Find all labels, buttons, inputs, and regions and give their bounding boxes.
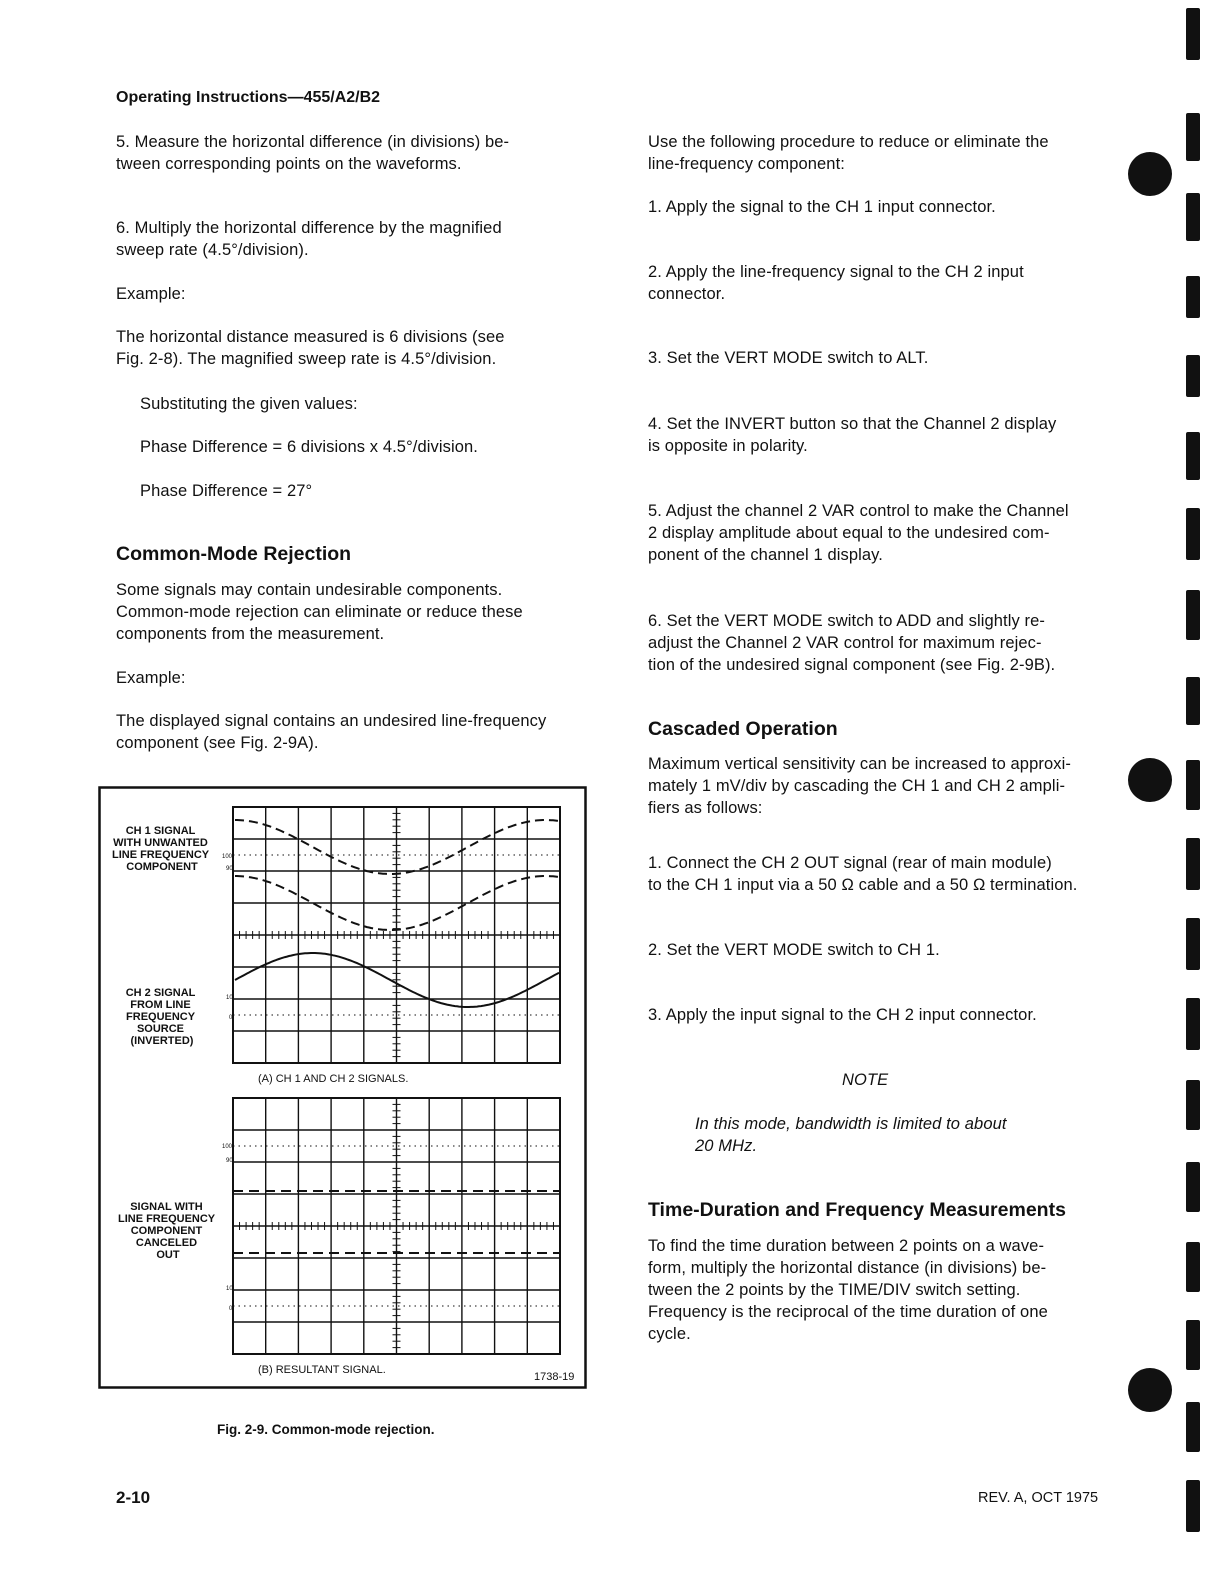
label-result-signal [118, 1201, 218, 1261]
tick-90-a: 90 [226, 866, 233, 872]
procedure-step-3: 3. Set the VERT MODE switch to ALT. [648, 349, 929, 367]
margin-bar [1186, 918, 1200, 970]
label-ch2-line5: (INVERTED) [130, 1035, 194, 1047]
procedure-step-4: 4. Set the INVERT button so that the Channel 2 display is opposite in polarity. [648, 415, 1057, 455]
cmr-heading: Common-Mode Rejection [116, 543, 352, 565]
label-result-line1: SIGNAL WITH [130, 1201, 203, 1213]
margin-bar [1186, 113, 1200, 161]
example-label-1: Example: [116, 285, 186, 303]
procedure-intro: Use the following procedure to reduce or eliminate the line-frequency component: [648, 133, 1049, 173]
procedure-step-2: 2. Apply the line-frequency signal to the CH 2 input connector. [648, 263, 1024, 303]
graticule-a [233, 807, 560, 1063]
label-result-line2: LINE FREQUENCY [117, 1213, 215, 1225]
label-result-line4: CANCELED [135, 1237, 198, 1249]
label-result-line5: OUT [156, 1249, 180, 1261]
label-result-line3: COMPONENT [130, 1225, 203, 1237]
substituting-text: Substituting the given values: [140, 395, 358, 413]
label-ch1-line4: COMPONENT [126, 861, 198, 873]
margin-bar [1186, 1162, 1200, 1212]
figure-number: 1738-19 [534, 1371, 575, 1383]
tick-0-a: 0 [229, 1015, 233, 1021]
left-step-6: 6. Multiply the horizontal difference by the magnified sweep rate (4.5°/division). [116, 219, 502, 259]
phase-equation: Phase Difference = 6 divisions x 4.5°/division. [140, 438, 478, 456]
margin-bar [1186, 193, 1200, 241]
tick-100-a: 100 [222, 854, 233, 860]
margin-bar [1186, 8, 1200, 60]
margin-bar [1186, 1242, 1200, 1292]
tick-0-b: 0 [229, 1306, 233, 1312]
cascade-step-1: 1. Connect the CH 2 OUT signal (rear of main module) to the CH 1 input via a 50 Ω cable and a 50 Ω termination. [648, 854, 1078, 894]
cmr-paragraph: Some signals may contain undesirable components. Common-mode rejection can eliminate or reduce these components from the measurement. [116, 581, 523, 643]
margin-bar [1186, 1080, 1200, 1130]
procedure-step-6: 6. Set the VERT MODE switch to ADD and slightly re- adjust the Channel 2 VAR control for maximum rejec- tion of the undesired signal component (see Fig. 2-9B). [648, 612, 1056, 674]
caption-b: (B) RESULTANT SIGNAL. [258, 1364, 386, 1376]
margin-bar [1186, 838, 1200, 890]
margin-bar [1186, 760, 1200, 810]
margin-bar [1186, 998, 1200, 1050]
binding-hole [1128, 758, 1172, 802]
margin-bar [1186, 1480, 1200, 1532]
note-title: NOTE [842, 1071, 889, 1089]
cascaded-heading: Cascaded Operation [648, 718, 838, 740]
tick-10-b: 10 [226, 1286, 233, 1292]
margin-bar [1186, 1320, 1200, 1370]
tick-10-a: 10 [226, 995, 233, 1001]
graticule-b [233, 1098, 560, 1354]
page-header: Operating Instructions—455/A2/B2 [116, 89, 381, 106]
figure-frame [100, 788, 586, 1388]
label-ch1-line2: WITH UNWANTED [113, 837, 208, 849]
label-ch2-line1: CH 2 SIGNAL [125, 987, 196, 999]
revision-label: REV. A, OCT 1975 [978, 1490, 1099, 1506]
label-ch2-line2: FROM LINE [130, 999, 191, 1011]
cascade-step-2: 2. Set the VERT MODE switch to CH 1. [648, 941, 940, 959]
binding-hole [1128, 1368, 1172, 1412]
left-step-5: 5. Measure the horizontal difference (in divisions) be- tween corresponding points on the waveforms. [116, 133, 510, 173]
margin-bar [1186, 276, 1200, 318]
time-heading: Time-Duration and Frequency Measurements [648, 1199, 1066, 1221]
displayed-signal-paragraph: The displayed signal contains an undesired line-frequency component (see Fig. 2-9A). [116, 712, 547, 752]
binding-hole [1128, 152, 1172, 196]
measure-paragraph: The horizontal distance measured is 6 divisions (see Fig. 2-8). The magnified sweep rate is 4.5°/division. [116, 328, 505, 368]
note-text: In this mode, bandwidth is limited to about 20 MHz. [695, 1115, 1007, 1155]
margin-bar [1186, 677, 1200, 725]
cascade-step-3: 3. Apply the input signal to the CH 2 input connector. [648, 1006, 1037, 1024]
margin-bar [1186, 432, 1200, 480]
caption-a: (A) CH 1 AND CH 2 SIGNALS. [258, 1073, 409, 1085]
procedure-step-5: 5. Adjust the channel 2 VAR control to make the Channel 2 display amplitude about equal to the undesired com- ponent of the channel 1 display. [648, 502, 1069, 564]
margin-bar [1186, 590, 1200, 640]
page-number: 2-10 [116, 1488, 151, 1507]
label-ch2-line4: SOURCE [136, 1023, 184, 1035]
label-ch1-line3: LINE FREQUENCY [111, 849, 209, 861]
margin-bar [1186, 355, 1200, 397]
cascaded-paragraph: Maximum vertical sensitivity can be increased to approxi- mately 1 mV/div by cascading the CH 1 and CH 2 ampli- fiers as follows: [648, 755, 1071, 817]
figure-caption: Fig. 2-9. Common-mode rejection. [217, 1422, 435, 1437]
tick-90-b: 90 [226, 1158, 233, 1164]
time-paragraph: To find the time duration between 2 points on a wave- form, multiply the horizontal distance (in divisions) be- tween the 2 points by the TIME/DIV switch setting. Frequency is the reciprocal of the time duration of one cycle. [648, 1237, 1048, 1343]
phase-result: Phase Difference = 27° [140, 482, 313, 500]
label-ch1-line1: CH 1 SIGNAL [125, 825, 196, 837]
label-ch1-signal [112, 825, 212, 873]
margin-bar [1186, 508, 1200, 560]
procedure-step-1: 1. Apply the signal to the CH 1 input connector. [648, 198, 996, 216]
figure-2-9 [98, 786, 588, 1391]
example-label-2: Example: [116, 669, 186, 687]
margin-bar [1186, 1402, 1200, 1452]
tick-100-b: 100 [222, 1144, 233, 1150]
label-ch2-signal [126, 987, 199, 1047]
label-ch2-line3: FREQUENCY [126, 1011, 195, 1023]
